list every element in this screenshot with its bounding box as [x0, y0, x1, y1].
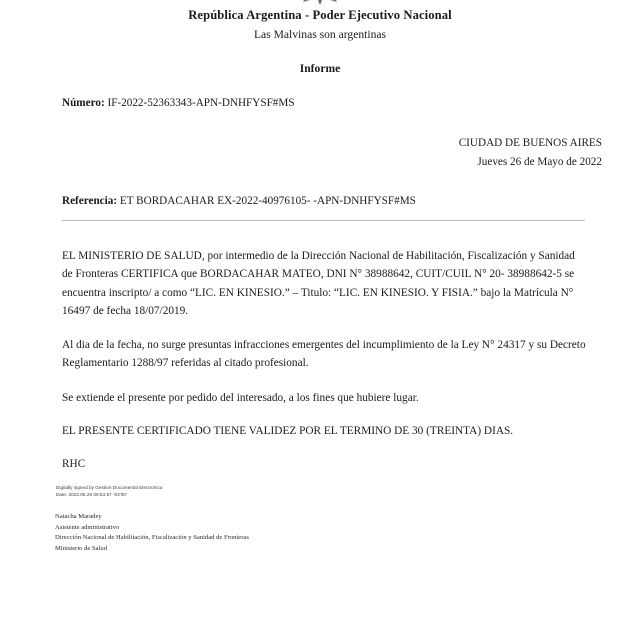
reference-label: Referencia:: [62, 195, 118, 208]
body-paragraph-4: EL PRESENTE CERTIFICADO TIENE VALIDEZ POR EL TERMINO DE 30 (TREINTA) DIAS.: [62, 425, 514, 438]
date-text: Jueves 26 de Mayo de 2022: [477, 155, 602, 168]
argentina-coat-of-arms-icon: [297, 0, 343, 8]
body-paragraph-1: EL MINISTERIO DE SALUD, por intermedio de la Dirección Nacional de Habilitación, Fiscalización y Sanidad de Fronteras CERTIFICA que BORDACAHAR MATEO, DNI N° 38988642, CUIT/CUIL N° 20- 38988642-5 se encuentra inscripto/ a como “LIC. EN KINESIO.” – Titulo: “LIC. EN KINESIO. Y FISIA.” bajo la Matrícula N° 16497 de fecha 18/07/2019.: [62, 249, 575, 317]
body-paragraph-2: Al dia de la fecha, no surge presuntas infracciones emergentes del incumplimiento de la Ley N° 24317 y su Decreto Reglamentario 1288/97 referidas al citado profesional.: [62, 339, 586, 370]
reference-row: [0, 193, 640, 210]
reference-value: ET BORDACAHAR EX-2022-40976105- -APN-DNHFYSF#MS: [119, 195, 416, 208]
document-number-label: Número:: [62, 97, 105, 110]
document-number-block: [0, 95, 640, 112]
body-paragraph-5: RHC: [62, 458, 86, 471]
digital-signature-stamp: [56, 484, 162, 498]
document-body: [0, 247, 640, 474]
city-text: CIUDAD DE BUENOS AIRES: [458, 137, 602, 150]
signer-role: Asistente administrativo: [55, 523, 120, 531]
document-kind: Informe: [299, 62, 341, 76]
signature-stamp-line-2: Date: 2022.05.26 09:53:57 -03'00': [56, 492, 127, 498]
document-number-row: [62, 95, 580, 112]
place-and-date-block: [0, 134, 640, 171]
header-divider: [62, 220, 585, 221]
page-title: República Argentina - Poder Ejecutivo Nacional: [188, 8, 452, 22]
coat-of-arms-emblem: [0, 0, 640, 8]
signer-ministry: Ministerio de Salud: [55, 545, 108, 553]
signer-department: Dirección Nacional de Habilitación, Fiscalización y Sanidad de Fronteras: [55, 534, 249, 542]
signer-block: [55, 512, 249, 555]
signature-stamp-line-1: Digitally signed by Gestion Documental Electronica: [56, 485, 163, 490]
body-paragraph-3: Se extiende el presente por pedido del interesado, a los fines que hubiere lugar.: [62, 391, 419, 404]
document-number-value: IF-2022-52363343-APN-DNHFYSF#MS: [107, 97, 295, 110]
signer-name: Natacha Maradey: [55, 513, 102, 520]
header-subtitle: Las Malvinas son argentinas: [253, 27, 387, 41]
